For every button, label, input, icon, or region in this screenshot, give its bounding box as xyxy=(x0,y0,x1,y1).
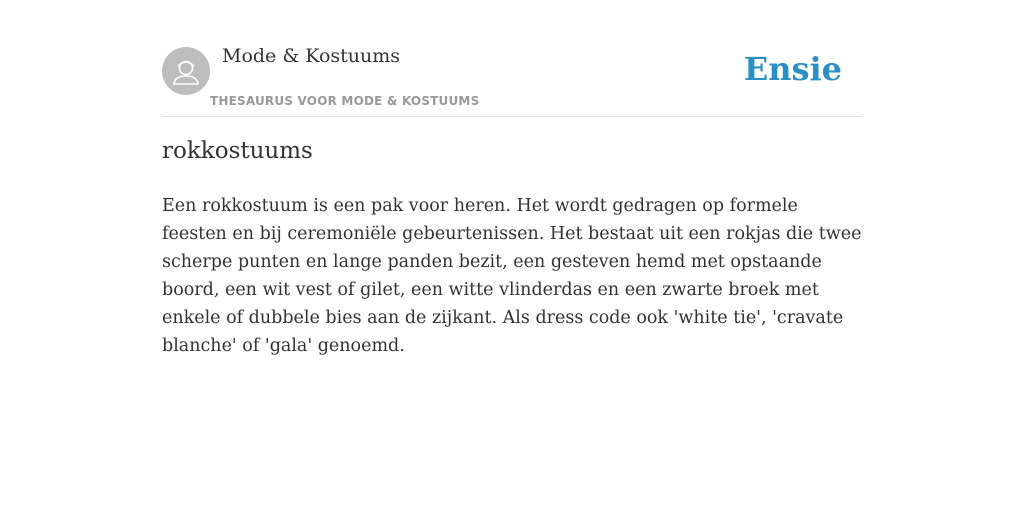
ensie-logo[interactable]: Ensie xyxy=(743,50,842,88)
user-icon xyxy=(162,47,210,95)
entry-definition: Een rokkostuum is een pak voor heren. Het wordt gedragen op formele feesten en bij ceremoniële gebeurtenissen. Het bestaat uit een rokjas die twee scherpe punten en lange panden bezit, een gesteven hemd met opstaande boord, een wit vest of gilet, een witte vlinderdas en een zwarte broek met enkele of dubbele bies aan de zijkant. Als dress code ook 'white tie', 'cravate blanche' of 'gala' genoemd. xyxy=(162,196,862,356)
author-name[interactable]: Mode & Kostuums xyxy=(222,45,401,67)
entry-title: rokkostuums xyxy=(162,138,313,164)
author-subtitle: THESAURUS VOOR MODE & KOSTUUMS xyxy=(210,94,480,108)
avatar[interactable] xyxy=(162,47,210,95)
header xyxy=(162,40,862,117)
